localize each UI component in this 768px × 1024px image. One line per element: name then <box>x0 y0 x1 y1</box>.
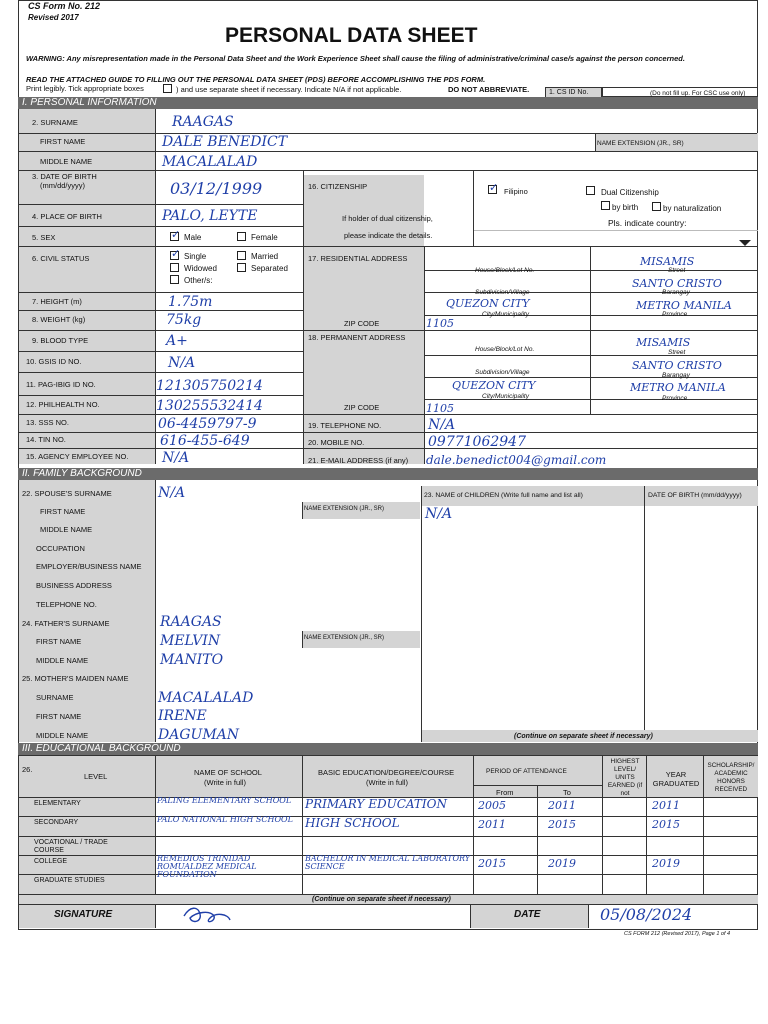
edu-from-value[interactable]: 2005 <box>478 799 506 812</box>
label-perm-barangay: Barangay <box>662 372 690 379</box>
section-family-background: II. FAMILY BACKGROUND <box>18 468 758 480</box>
label-perm-street: Street <box>668 349 686 356</box>
edu-year-value[interactable]: 2015 <box>652 818 680 831</box>
label-dob-format: (mm/dd/yyyy) <box>40 181 85 190</box>
rule <box>155 904 156 928</box>
label-height: 7. HEIGHT (m) <box>32 297 82 306</box>
rule <box>421 486 422 742</box>
edu-year-value[interactable]: 2019 <box>652 857 680 870</box>
label-edu-from: From <box>496 788 514 797</box>
value-date-of-birth[interactable]: 03/12/1999 <box>170 179 263 198</box>
rule <box>19 372 304 373</box>
label-father-name-ext: NAME EXTENSION (JR., SR) <box>304 635 385 641</box>
rule <box>19 448 757 449</box>
label-res-province: Province <box>662 311 688 318</box>
edu-course-value[interactable]: HIGH SCHOOL <box>305 816 400 830</box>
label-business-address: BUSINESS ADDRESS <box>36 581 112 590</box>
rule <box>537 785 538 894</box>
label-dual-citizenship: Dual Citizenship <box>601 188 659 197</box>
education-continue-note: (Continue on separate sheet if necessary) <box>312 896 451 903</box>
label-edu-period: PERIOD OF ATTENDANCE <box>486 768 567 775</box>
value-telephone[interactable]: N/A <box>428 417 456 433</box>
label-single: Single <box>184 252 207 261</box>
value-gsis[interactable]: N/A <box>168 355 196 371</box>
label-surname: 2. SURNAME <box>32 118 78 127</box>
label-father-surname: 24. FATHER'S SURNAME <box>22 619 110 628</box>
label-residential-address: 17. RESIDENTIAL ADDRESS <box>308 254 408 263</box>
label-mother-middle: MIDDLE NAME <box>36 731 89 740</box>
checkbox-male[interactable] <box>170 232 179 241</box>
value-mother-first[interactable]: IRENE <box>158 708 207 724</box>
signature-mark[interactable] <box>180 902 240 928</box>
value-res-city[interactable]: QUEZON CITY <box>446 297 530 310</box>
label-female: Female <box>251 233 278 242</box>
label-male: Male <box>184 233 202 242</box>
chevron-down-icon[interactable] <box>739 240 751 246</box>
label-indicate-country: Pls. indicate country: <box>608 218 687 228</box>
rule <box>19 133 757 134</box>
label-sex: 5. SEX <box>32 233 56 242</box>
value-philhealth[interactable]: 130255532414 <box>156 398 263 414</box>
label-name-extension: NAME EXTENSION (JR., SR) <box>597 140 684 147</box>
value-res-province[interactable]: METRO MANILA <box>636 299 732 312</box>
rule <box>19 310 304 311</box>
value-mother-surname[interactable]: MACALALAD <box>158 690 254 706</box>
rule <box>19 414 757 415</box>
value-tin[interactable]: 616-455-649 <box>160 433 250 449</box>
rule <box>19 432 757 433</box>
label-date-of-birth: 3. DATE OF BIRTH <box>32 172 97 181</box>
label-others: Other/s: <box>184 276 213 285</box>
value-email[interactable]: dale.benedict004@gmail.com <box>426 453 607 467</box>
label-res-city: City/Municipality <box>482 311 529 318</box>
rule <box>424 246 425 464</box>
label-agency-employee-no: 15. AGENCY EMPLOYEE NO. <box>26 452 129 461</box>
page-number-note: CS FORM 212 (Revised 2017), Page 1 of 4 <box>624 931 731 937</box>
rule <box>19 836 758 837</box>
checkbox-female[interactable] <box>237 232 246 241</box>
edu-from-value[interactable]: 2011 <box>478 818 506 831</box>
edu-level-label: ELEMENTARY <box>34 800 81 807</box>
value-father-surname[interactable]: RAAGAS <box>160 614 222 630</box>
label-sss: 13. SSS NO. <box>26 418 69 427</box>
label-spouse-name-ext: NAME EXTENSION (JR., SR) <box>304 506 385 512</box>
value-perm-barangay[interactable]: SANTO CRISTO <box>632 359 722 372</box>
value-sss[interactable]: 06-4459797-9 <box>158 416 257 432</box>
value-res-street[interactable]: MISAMIS <box>640 255 695 268</box>
value-children[interactable]: N/A <box>425 506 453 522</box>
value-perm-zip[interactable]: 1105 <box>426 402 454 415</box>
label-by-naturalization: by naturalization <box>663 204 722 213</box>
value-father-middle[interactable]: MANITO <box>160 652 224 668</box>
label-edu-number: 26. <box>22 765 33 774</box>
print-instructions-a: Print legibly. Tick appropriate boxes <box>26 84 144 93</box>
rule <box>588 904 589 928</box>
checkbox-married[interactable] <box>237 251 246 260</box>
checkbox-filipino[interactable] <box>488 185 497 194</box>
value-agency-employee-no[interactable]: N/A <box>162 450 190 466</box>
rule <box>19 755 758 756</box>
value-first-name[interactable]: DALE BENEDICT <box>162 134 288 150</box>
label-res-house: House/Block/Lot No. <box>475 267 535 274</box>
rule <box>302 502 303 519</box>
checkbox-by-birth[interactable] <box>601 201 610 210</box>
rule <box>470 904 471 928</box>
edu-level-label: COLLEGE <box>34 858 68 865</box>
label-civil-status: 6. CIVIL STATUS <box>32 254 90 263</box>
value-mother-middle[interactable]: DAGUMAN <box>158 727 240 743</box>
label-tin: 14. TIN NO. <box>26 435 66 444</box>
rule <box>19 894 758 895</box>
rule <box>424 355 758 356</box>
checkbox-single[interactable] <box>170 251 179 260</box>
rule <box>646 755 647 894</box>
label-married: Married <box>251 252 279 261</box>
print-instructions-b: ) and use separate sheet if necessary. Indicate N/A if not applicable. <box>176 85 402 94</box>
dual-note-1: If holder of dual citizenship, <box>342 214 433 223</box>
rule <box>302 755 303 894</box>
label-email: 21. E-MAIL ADDRESS (if any) <box>308 456 409 465</box>
label-telephone: 19. TELEPHONE NO. <box>308 421 382 430</box>
label-separated: Separated <box>251 264 288 273</box>
value-place-of-birth[interactable]: PALO, LEYTE <box>162 208 258 224</box>
warning-text: WARNING: Any misrepresentation made in the Personal Data Sheet and the Work Experience Sheet shall cause the filing of administrative/criminal case/s against the person concerned. <box>26 54 685 63</box>
label-spouse-first: FIRST NAME <box>40 507 86 516</box>
edu-school-value[interactable]: REMEDIOS TRINIDAD ROMUALDEZ MEDICAL FOUNDATION <box>157 854 257 879</box>
value-perm-city[interactable]: QUEZON CITY <box>452 379 536 392</box>
page-title: PERSONAL DATA SHEET <box>225 24 478 47</box>
dual-note-2: please indicate the details. <box>344 231 433 240</box>
rule <box>473 755 474 894</box>
edu-course-value[interactable]: PRIMARY EDUCATION <box>305 797 447 811</box>
edu-to-value[interactable]: 2015 <box>548 818 576 831</box>
label-by-birth: by birth <box>612 203 639 212</box>
rule <box>19 246 757 247</box>
rule <box>19 874 758 875</box>
value-perm-province[interactable]: METRO MANILA <box>630 381 726 394</box>
value-height[interactable]: 1.75m <box>168 294 213 310</box>
value-pagibig[interactable]: 121305750214 <box>156 378 263 394</box>
edu-level-label: GRADUATE STUDIES <box>34 877 105 884</box>
label-edu-course: BASIC EDUCATION/DEGREE/COURSE <box>318 768 455 777</box>
label-edu-to: To <box>563 788 571 797</box>
label-place-of-birth: 4. PLACE OF BIRTH <box>32 212 102 221</box>
label-middle-name: MIDDLE NAME <box>40 157 93 166</box>
label-citizenship: 16. CITIZENSHIP <box>308 182 368 191</box>
label-philhealth: 12. PHILHEALTH NO. <box>26 400 100 409</box>
label-spouse-telephone: TELEPHONE NO. <box>36 600 97 609</box>
rule <box>424 399 758 400</box>
checkbox-by-naturalization[interactable] <box>652 202 661 211</box>
label-perm-city: City/Municipality <box>482 393 529 400</box>
country-dropdown[interactable] <box>474 230 758 246</box>
label-spouse-surname: 22. SPOUSE'S SURNAME <box>22 489 112 498</box>
rule <box>19 351 304 352</box>
edu-course-value[interactable]: BACHELOR IN MEDICAL LABORATORY SCIENCE <box>305 854 471 871</box>
label-perm-house: House/Block/Lot No. <box>475 346 535 353</box>
label-res-subdivision: Subdivision/Village <box>475 289 530 296</box>
rule <box>19 292 304 293</box>
edu-school-value[interactable]: PALING ELEMENTARY SCHOOL <box>157 796 292 805</box>
rule <box>19 204 304 205</box>
edu-to-value[interactable]: 2011 <box>548 799 576 812</box>
value-blood-type[interactable]: A+ <box>166 333 188 349</box>
rule <box>590 246 591 414</box>
label-pagibig: 11. PAG-IBIG ID NO. <box>26 380 96 389</box>
form-number: CS Form No. 212 <box>28 1 101 11</box>
form-revised: Revised 2017 <box>28 13 79 22</box>
label-child-dob: DATE OF BIRTH (mm/dd/yyyy) <box>648 492 742 499</box>
label-edu-honors: SCHOLARSHIP/ ACADEMIC HONORS RECEIVED <box>707 762 755 793</box>
label-edu-course-sub: (Write in full) <box>366 778 408 787</box>
csid-label: 1. CS ID No. <box>549 89 589 96</box>
label-mother-surname: SURNAME <box>36 693 74 702</box>
rule <box>424 377 758 378</box>
checkbox-separated[interactable] <box>237 263 246 272</box>
label-signature: SIGNATURE <box>54 909 113 920</box>
label-perm-subdivision: Subdivision/Village <box>475 369 530 376</box>
label-date: DATE <box>514 909 541 920</box>
rule <box>19 151 757 152</box>
label-perm-zip: ZIP CODE <box>344 403 380 412</box>
edu-to-value[interactable]: 2019 <box>548 857 576 870</box>
checkbox-others[interactable] <box>170 275 179 284</box>
checkbox-dual-citizenship[interactable] <box>586 186 595 195</box>
label-mother-maiden: 25. MOTHER'S MAIDEN NAME <box>22 674 129 683</box>
edu-school-value[interactable]: PALO NATIONAL HIGH SCHOOL <box>157 815 293 824</box>
label-res-barangay: Barangay <box>662 289 690 296</box>
label-occupation: OCCUPATION <box>36 544 85 553</box>
value-surname[interactable]: RAAGAS <box>172 114 234 130</box>
family-continue-note: (Continue on separate sheet if necessary) <box>514 733 653 740</box>
label-edu-year: YEAR GRADUATED <box>652 770 700 788</box>
csc-note: (Do not fill up. For CSC use only) <box>650 90 746 97</box>
label-father-first: FIRST NAME <box>36 637 82 646</box>
rule <box>302 631 303 648</box>
value-date[interactable]: 05/08/2024 <box>600 905 693 924</box>
value-mobile[interactable]: 09771062947 <box>428 434 526 450</box>
label-blood-type: 9. BLOOD TYPE <box>32 336 89 345</box>
rule <box>595 133 596 151</box>
label-children: 23. NAME of CHILDREN (Write full name and list all) <box>424 492 583 499</box>
label-filipino: Filipino <box>504 187 528 196</box>
value-father-first[interactable]: MELVIN <box>160 633 221 649</box>
no-abbreviate: DO NOT ABBREVIATE. <box>448 85 530 94</box>
label-first-name: FIRST NAME <box>40 137 86 146</box>
label-edu-level: LEVEL <box>84 772 108 781</box>
section-personal-info: I. PERSONAL INFORMATION <box>18 97 758 109</box>
rule <box>644 486 645 730</box>
label-widowed: Widowed <box>184 264 217 273</box>
label-edu-highest: HIGHEST LEVEL/ UNITS EARNED (if not <box>607 758 643 797</box>
rule <box>602 755 603 894</box>
family-label-column <box>19 480 155 742</box>
value-res-zip[interactable]: 1105 <box>426 317 454 330</box>
value-spouse-surname[interactable]: N/A <box>158 485 186 501</box>
label-employer: EMPLOYER/BUSINESS NAME <box>36 562 142 571</box>
tick-sample-box <box>163 84 172 93</box>
label-mother-first: FIRST NAME <box>36 712 82 721</box>
label-permanent-address: 18. PERMANENT ADDRESS <box>308 333 406 342</box>
label-res-zip: ZIP CODE <box>344 319 380 328</box>
rule <box>155 480 156 742</box>
value-weight[interactable]: 75kg <box>166 312 202 328</box>
rule <box>303 170 304 464</box>
label-edu-school: NAME OF SCHOOL <box>194 768 262 777</box>
guide-text: READ THE ATTACHED GUIDE TO FILLING OUT THE PERSONAL DATA SHEET (PDS) BEFORE ACCOMPLISHING THE PDS FORM. <box>26 75 486 84</box>
label-perm-province: Province <box>662 395 688 402</box>
edu-level-label: SECONDARY <box>34 819 79 826</box>
value-res-barangay[interactable]: SANTO CRISTO <box>632 277 722 290</box>
edu-from-value[interactable]: 2015 <box>478 857 506 870</box>
value-perm-street[interactable]: MISAMIS <box>636 336 691 349</box>
rule <box>19 226 304 227</box>
rule <box>703 755 704 894</box>
label-spouse-middle: MIDDLE NAME <box>40 525 93 534</box>
rule <box>19 330 757 331</box>
label-res-street: Street <box>668 267 686 274</box>
checkbox-widowed[interactable] <box>170 263 179 272</box>
rule <box>19 395 304 396</box>
label-mobile: 20. MOBILE NO. <box>308 438 365 447</box>
rule <box>155 755 156 894</box>
label-edu-school-sub: (Write in full) <box>204 778 246 787</box>
edu-level-label: VOCATIONAL / TRADE COURSE <box>34 839 108 854</box>
label-gsis: 10. GSIS ID NO. <box>26 357 82 366</box>
section-educational-background: III. EDUCATIONAL BACKGROUND <box>18 743 758 755</box>
value-middle-name[interactable]: MACALALAD <box>162 154 258 170</box>
edu-year-value[interactable]: 2011 <box>652 799 680 812</box>
rule <box>424 315 758 316</box>
label-weight: 8. WEIGHT (kg) <box>32 315 86 324</box>
rule <box>19 170 757 171</box>
label-father-middle: MIDDLE NAME <box>36 656 89 665</box>
